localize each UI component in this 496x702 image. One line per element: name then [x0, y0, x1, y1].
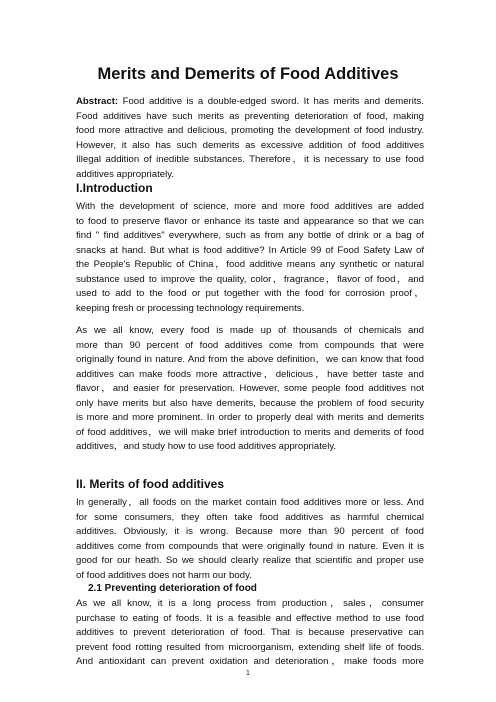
paragraph-line: originally found in nature. And from the above definition，we can know that food [76, 354, 424, 365]
abstract-line: food more attractive and delicious, promoting the development of food industry. [76, 125, 424, 136]
paragraph-line: additives. Obviously, it is wrong. Because more than 90 percent of food [76, 526, 424, 537]
paragraph-line: snacks at hand. But what is food additive? In Article 99 of Food Safety Law of [76, 244, 424, 256]
abstract-line: Abstract: Food additive is a double-edged sword. It has merits and demerits. [76, 96, 424, 107]
paragraph-line: purchase to eating of foods. It is a feasible and effective method to use food [76, 612, 424, 624]
document-title: Merits and Demerits of Food Additives [97, 65, 399, 83]
page-number: 1 [246, 670, 250, 677]
paragraph-line: the People's Republic of China，food additive means any synthetic or natural [76, 259, 424, 270]
paragraph-line: only have merits but also have demerits, because the problem of food security [76, 397, 424, 409]
merits-paragraph-2 [76, 597, 424, 670]
abstract-line: Illegal addition of inedible substances. Therefore，it is necessary to use food [76, 154, 424, 165]
paragraph-line: of food additives，we will make brief introduction to merits and demerits of food [76, 426, 424, 438]
section-heading-introduction: I.Introduction [76, 181, 153, 195]
abstract-paragraph [76, 95, 424, 182]
paragraph-line: As we all know, every food is made up of thousands of chemicals and [76, 325, 424, 336]
paragraph-line: used to add to the food or put together with the food for corrosion proof， [76, 288, 424, 299]
paragraph-line: With the development of science, more and more food additives are added [76, 201, 424, 212]
paragraph-line: And antioxidant can prevent oxidation and deterioration，make foods more [76, 656, 424, 667]
abstract-label: Abstract: [76, 96, 119, 107]
section-heading-merits: II. Merits of food additives [76, 477, 225, 491]
paragraph-line: find " find additives" everywhere, such as from any bottle of drink or a bag of [76, 230, 424, 241]
paragraph-line: prevent food rotting resulted from microorganism, extending shelf life of foods. [76, 641, 424, 653]
abstract-line: However, it also has such demerits as excessive addition of food additives [76, 139, 424, 151]
paragraph-line: keeping fresh or processing technology requirements. [76, 302, 305, 314]
paragraph-line: additives can make foods more attractive，delicious，have better taste and [76, 368, 424, 380]
paragraph-line: to food to preserve flavor or enhance its taste and appearance so that we can [76, 215, 424, 227]
paragraph-line: flavor，and easier for preservation. However, some people food additives not [76, 383, 424, 394]
paragraph-line: additives come from compounds that were originally found in nature. Even it is [76, 540, 424, 552]
paragraph-line: is more and more prominent. In order to properly deal with merits and demerits [76, 412, 424, 423]
abstract-line: Food additives have such merits as preventing deterioration of food, making [76, 110, 424, 122]
paragraph-line: As we all know, it is a long process from production，sales，consumer [76, 598, 424, 609]
paragraph-line: for some consumers, they often take food additives as harmful chemical [76, 511, 424, 523]
abstract-line: additives appropriately. [76, 168, 174, 180]
paragraph-line: good for our heath. So we should clearly realize that scientific and proper use [76, 555, 424, 566]
paragraph-line: substance used to improve the quality, color，fragrance，flavor of food，and [76, 273, 424, 285]
paragraph-line: additives，and study how to use food additives appropriately. [76, 441, 337, 452]
subsection-heading-preventing-deterioration: 2.1 Preventing deterioration of food [88, 583, 257, 594]
paragraph-line: of food additives does not harm our body. [76, 569, 252, 581]
paragraph-line: In generally，all foods on the market contain food additives more or less. And [76, 497, 424, 508]
paragraph-line: additives to prevent deterioration of food. That is because preservative can [76, 627, 424, 638]
paragraph-line: more than 90 percent of food additives come from compounds that were [76, 339, 424, 351]
merits-paragraph-1 [76, 496, 424, 583]
introduction-paragraph-2 [76, 324, 424, 455]
introduction-paragraph-1 [76, 200, 424, 316]
